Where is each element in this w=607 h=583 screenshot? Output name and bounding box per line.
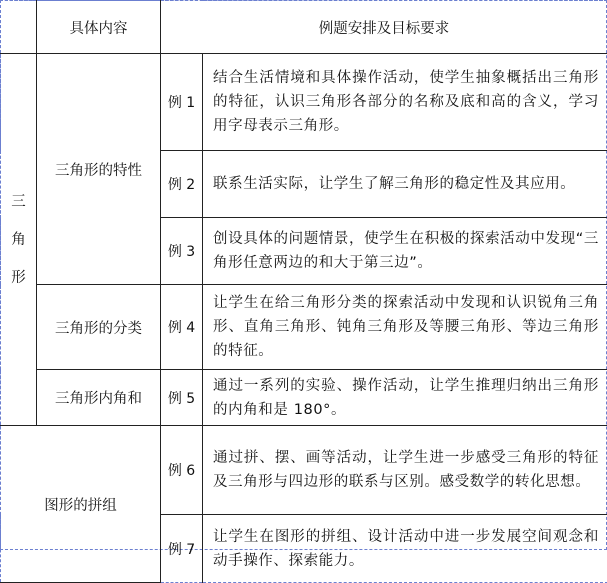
example-goal: 结合生活情境和具体操作活动，使学生抽象概括出三角形的特征，认识三角形各部分的名称及底和高的含义，学习用字母表示三角形。 bbox=[203, 54, 607, 151]
table-row bbox=[1, 426, 607, 515]
header-blank-cell bbox=[1, 1, 37, 54]
example-goal: 让学生在给三角形分类的探索活动中发现和认识锐角三角形、直角三角形、钝角三角形及等腰三角形、等边三角形的特征。 bbox=[203, 285, 607, 370]
section-cell: 三角形的特性 bbox=[37, 54, 161, 285]
table-row bbox=[1, 370, 607, 426]
header-goal-cell: 例题安排及目标要求 bbox=[161, 1, 607, 54]
topic-char: 三 bbox=[11, 183, 27, 221]
example-label: 例 7 bbox=[161, 515, 203, 583]
example-goal: 创设具体的问题情景，使学生在积极的探索活动中发现“三角形任意两边的和大于第三边”。 bbox=[203, 218, 607, 285]
example-label: 例 2 bbox=[161, 151, 203, 218]
topic-char: 形 bbox=[11, 259, 27, 297]
example-label: 例 6 bbox=[161, 426, 203, 515]
section-cell: 图形的拼组 bbox=[1, 426, 161, 583]
topic-cell bbox=[1, 54, 37, 426]
table-row bbox=[1, 54, 607, 151]
topic-char: 角 bbox=[11, 221, 27, 259]
example-label: 例 3 bbox=[161, 218, 203, 285]
example-label: 例 4 bbox=[161, 285, 203, 370]
example-goal: 通过拼、摆、画等活动，让学生进一步感受三角形的特征及三角形与四边形的联系与区别。感受数学的转化思想。 bbox=[203, 426, 607, 515]
table-header-row bbox=[1, 1, 607, 54]
section-cell: 三角形内角和 bbox=[37, 370, 161, 426]
example-goal: 联系生活实际，让学生了解三角形的稳定性及其应用。 bbox=[203, 151, 607, 218]
table-row bbox=[1, 285, 607, 370]
example-goal: 通过一系列的实验、操作活动，让学生推理归纳出三角形的内角和是 180°。 bbox=[203, 370, 607, 426]
example-label: 例 1 bbox=[161, 54, 203, 151]
header-content-cell: 具体内容 bbox=[37, 1, 161, 54]
section-cell: 三角形的分类 bbox=[37, 285, 161, 370]
example-label: 例 5 bbox=[161, 370, 203, 426]
example-goal: 让学生在图形的拼组、设计活动中进一步发展空间观念和动手操作、探索能力。 bbox=[203, 515, 607, 583]
